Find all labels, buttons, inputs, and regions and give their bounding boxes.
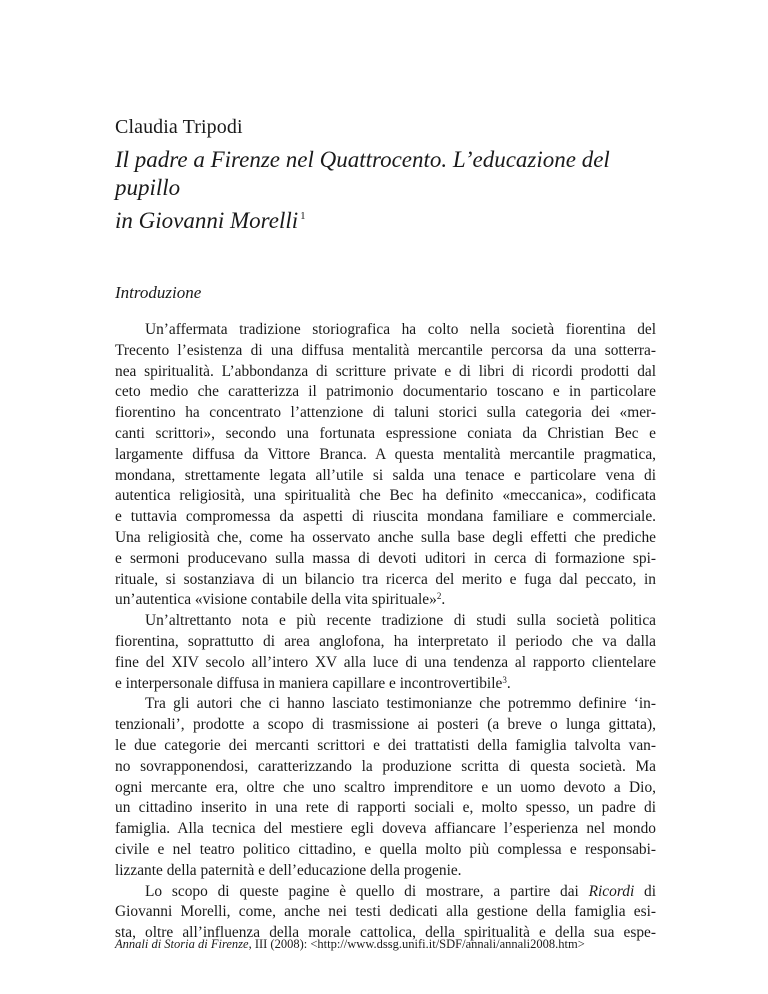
body-line-text: e interpersonale diffusa in maniera capillare e incontrovertibile — [115, 674, 503, 692]
body-line — [115, 341, 656, 362]
body-line-text: lizzante della paternità e dell’educazione della progenie. — [115, 861, 462, 879]
body-line-text: Un’affermata tradizione storiografica ha colto nella società fiorentina del — [145, 321, 656, 338]
footer-citation: , III (2008): <http://www.dssg.unifi.it/SDF/annali/annali2008.htm> — [248, 937, 585, 951]
body-line — [115, 403, 656, 424]
body-line — [115, 819, 656, 840]
body-line-text: Giovanni Morelli, come, anche nei testi dedicati alla gestione della famiglia esi- — [115, 903, 656, 921]
footnote-ref: 2 — [436, 591, 442, 602]
body-line-text: fiorentino ha concentrato l’attenzione di taluni storici sulla categoria dei «mer- — [115, 404, 656, 422]
body-line — [115, 362, 656, 383]
title-line-2 — [115, 202, 675, 235]
body-line-text: le due categorie dei mercanti scrittori e dei trattatisti della famiglia talvolta van- — [115, 736, 656, 754]
body-line — [115, 653, 656, 674]
body-line — [115, 861, 656, 882]
body-line — [115, 549, 656, 570]
body-line: un’autentica «visione contabile della vita spirituale»$^2$. — [115, 591, 446, 609]
body-line — [115, 507, 656, 528]
body-line: Lo scopo di queste pagine è quello di mostrare, a partire dai Ricordi di — [145, 882, 656, 900]
author-name: Claudia Tripodi — [115, 116, 243, 138]
body-line-text: nea spiritualità. L’abbondanza di scritture private e di libri di ricordi prodotti dal — [115, 362, 656, 380]
body-line-text: civile e nel teatro politico cittadino, e quella molto più complessa e responsabi- — [115, 840, 656, 858]
body-line-text: rituale, si sostanziava di un bilancio tra ricerca del merito e fuga dal peccato, in — [115, 570, 656, 588]
body-line-text: autentica religiosità, una spiritualità che Bec ha definito «meccanica», codificata — [115, 487, 656, 505]
body-line-text: Trecento l’esistenza di una diffusa mentalità mercantile percorsa da una sotterra- — [115, 341, 656, 359]
article-title — [115, 146, 675, 235]
body-line-text: sta, oltre all’influenza della morale cattolica, della spiritualità e della sua espe- — [115, 924, 656, 942]
body-line — [115, 736, 656, 757]
body-line — [115, 445, 656, 466]
body-line — [115, 466, 656, 487]
title-line-2-text: in Giovanni Morelli — [115, 208, 299, 233]
italic-title-ricordi: Ricordi — [588, 882, 635, 900]
body-line — [115, 424, 656, 445]
body-line-text: un’autentica «visione contabile della vita spirituale» — [115, 591, 437, 609]
body-line-text: canti scrittori», secondo una fortunata espressione coniata da Christian Bec e — [115, 424, 656, 442]
body-line — [115, 694, 656, 715]
body-line-text: fiorentina, soprattutto di area anglofona, ha interpretato il periodo che va dalla — [115, 632, 656, 650]
body-line — [115, 382, 656, 403]
body-line-text: un cittadino inserito in una rete di rapporti sociali e, molto spesso, un padre di — [115, 799, 656, 817]
body-line-text: largamente diffusa da Vittore Branca. A questa mentalità mercantile pragmatica, — [115, 445, 656, 463]
title-line-1: Il padre a Firenze nel Quattrocento. L’educazione del pupillo — [115, 147, 610, 200]
body-line-text: famiglia. Alla tecnica del mestiere egli doveva affiancare l’esperienza nel mondo — [115, 820, 656, 838]
body-line — [115, 840, 656, 861]
title-footnote-ref: 1 — [300, 210, 306, 222]
body-line — [115, 715, 656, 736]
body-text — [115, 320, 656, 944]
footnote-ref: 3 — [502, 674, 507, 685]
body-line-text: no sovrapponendosi, caratterizzando la produzione scritta di questa società. Ma — [115, 757, 656, 775]
body-line-text: Un’altrettanto nota e più recente tradizione di studi sulla società politica — [145, 612, 656, 630]
body-line-text: ogni mercante era, oltre che uno scaltro imprenditore e un uomo devoto a Dio, — [115, 778, 656, 796]
body-line — [115, 528, 656, 549]
journal-name: Annali di Storia di Firenze — [115, 937, 249, 951]
body-line-text: e sermoni producevano sulla massa di devoti uditori in cerca di formazione spi- — [115, 549, 656, 567]
body-line-text: fine del XIV secolo all’intero XV alla luce di una tendenza al rapporto clientelare — [115, 653, 656, 671]
body-line-text: Una religiosità che, come ha osservato anche sulla base degli effetti che prediche — [115, 528, 656, 546]
body-line-text: Lo scopo di queste pagine è quello di mostrare, a partire dai — [145, 882, 579, 900]
body-line — [115, 778, 656, 799]
body-line: e interpersonale diffusa in maniera capillare e incontrovertibile$^3$. — [115, 674, 511, 692]
body-line — [115, 757, 656, 778]
body-line — [115, 902, 656, 923]
body-line-text: ceto medio che caratterizza il patrimonio documentario toscano e in particolare — [115, 383, 656, 401]
body-line — [115, 632, 656, 653]
body-line — [115, 570, 656, 591]
section-heading: Introduzione — [115, 283, 202, 302]
body-line-text: e tuttavia compromessa da aspetti di riuscita mondana familiare e commerciale. — [115, 508, 656, 526]
body-line-text: mondana, strettamente legata all’utile si salda una tenace e particolare vena di — [115, 466, 656, 484]
page-footer — [115, 937, 585, 952]
body-line — [115, 320, 656, 341]
body-line — [115, 798, 656, 819]
body-line — [115, 611, 656, 632]
body-line-text: tenzionali’, prodotte a scopo di trasmissione ai posteri (a breve o lunga gittata), — [115, 716, 656, 734]
body-line-text: Tra gli autori che ci hanno lasciato testimonianze che potremmo definire ‘in- — [145, 695, 656, 713]
body-line — [115, 486, 656, 507]
